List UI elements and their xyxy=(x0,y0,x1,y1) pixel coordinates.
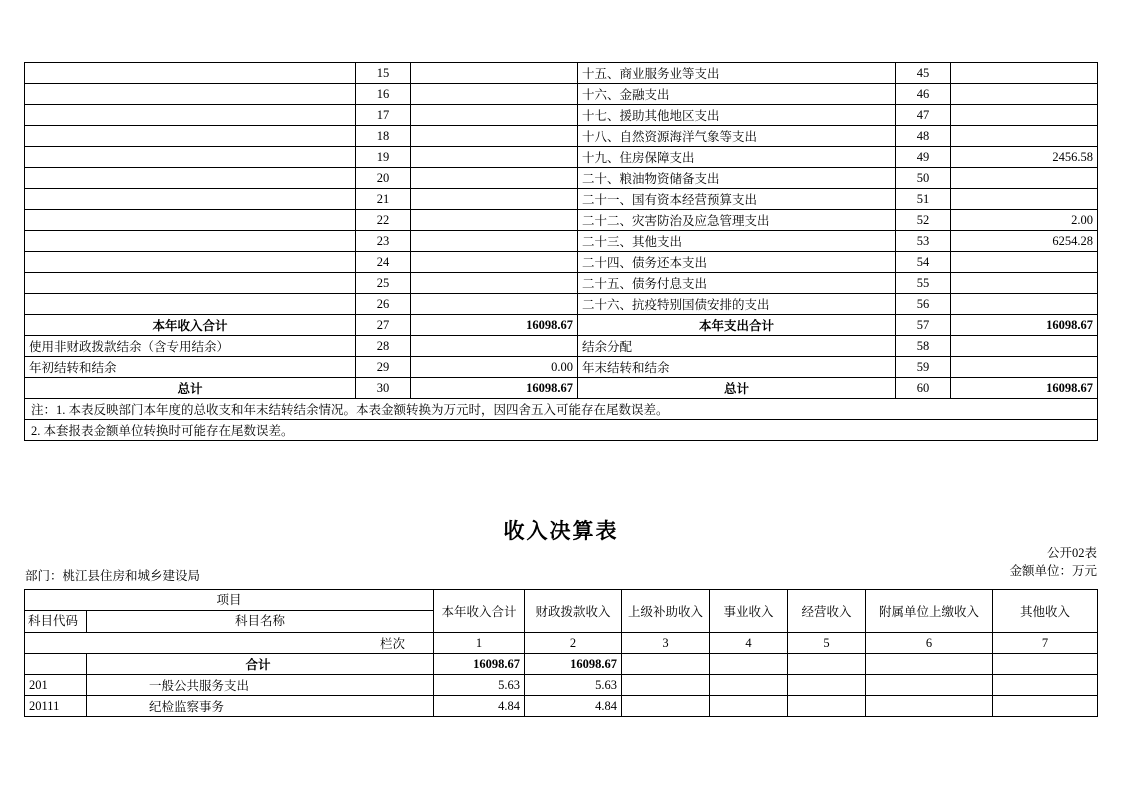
amount-cell: 4.84 xyxy=(434,696,525,717)
right-amount: 2456.58 xyxy=(951,147,1098,168)
right-amount: 2.00 xyxy=(951,210,1098,231)
amount-cell xyxy=(788,654,866,675)
right-item-label: 二十一、国有资本经营预算支出 xyxy=(578,189,896,210)
left-amount xyxy=(411,168,578,189)
amount-cell xyxy=(993,675,1098,696)
table-row xyxy=(25,273,1098,294)
right-item-label: 二十二、灾害防治及应急管理支出 xyxy=(578,210,896,231)
column-header: 本年收入合计 xyxy=(434,590,525,633)
project-header-cell xyxy=(25,590,434,633)
right-row-number: 56 xyxy=(896,294,951,315)
right-row-number: 55 xyxy=(896,273,951,294)
column-header: 经营收入 xyxy=(788,590,866,633)
amount-cell: 5.63 xyxy=(525,675,622,696)
right-row-number: 54 xyxy=(896,252,951,273)
left-amount xyxy=(411,84,578,105)
table-row xyxy=(25,654,1098,675)
right-row-number: 52 xyxy=(896,210,951,231)
right-row-number: 50 xyxy=(896,168,951,189)
right-item-label: 二十、粮油物资储备支出 xyxy=(578,168,896,189)
form-code: 公开02表 xyxy=(1046,546,1097,560)
department-label: 部门：桃江县住房和城乡建设局 xyxy=(25,569,201,583)
left-item-label xyxy=(25,273,356,294)
table-row xyxy=(25,168,1098,189)
left-row-number: 16 xyxy=(356,84,411,105)
right-item-label: 年末结转和结余 xyxy=(578,357,896,378)
left-amount: 0.00 xyxy=(411,357,578,378)
left-item-label: 本年收入合计 xyxy=(25,315,356,336)
right-row-number: 47 xyxy=(896,105,951,126)
amount-cell: 5.63 xyxy=(434,675,525,696)
left-amount xyxy=(411,336,578,357)
right-row-number: 60 xyxy=(896,378,951,399)
subject-code: 20111 xyxy=(25,696,87,717)
amount-cell xyxy=(622,675,710,696)
table-row xyxy=(25,675,1098,696)
left-item-label xyxy=(25,210,356,231)
right-item-label: 二十五、债务付息支出 xyxy=(578,273,896,294)
left-row-number: 23 xyxy=(356,231,411,252)
amount-cell xyxy=(866,696,993,717)
amount-cell xyxy=(993,696,1098,717)
amount-cell: 16098.67 xyxy=(434,654,525,675)
income-sheet-table xyxy=(24,589,1098,717)
code-label: 科目代码 xyxy=(25,611,87,632)
right-item-label: 二十三、其他支出 xyxy=(578,231,896,252)
right-item-label: 本年支出合计 xyxy=(578,315,896,336)
table-header-row xyxy=(25,590,1098,633)
left-row-number: 26 xyxy=(356,294,411,315)
right-row-number: 48 xyxy=(896,126,951,147)
left-item-label xyxy=(25,63,356,84)
right-item-label: 十五、商业服务业等支出 xyxy=(578,63,896,84)
left-amount xyxy=(411,189,578,210)
left-item-label xyxy=(25,105,356,126)
amount-cell xyxy=(622,654,710,675)
income-sheet-title: 收入决算表 xyxy=(503,519,619,543)
subject-code xyxy=(25,654,87,675)
budget-summary-table-continued xyxy=(24,62,1098,441)
left-item-label xyxy=(25,231,356,252)
left-row-number: 20 xyxy=(356,168,411,189)
right-row-number: 58 xyxy=(896,336,951,357)
left-amount xyxy=(411,273,578,294)
right-item-label: 十八、自然资源海洋气象等支出 xyxy=(578,126,896,147)
left-row-number: 18 xyxy=(356,126,411,147)
right-item-label: 二十六、抗疫特别国债安排的支出 xyxy=(578,294,896,315)
right-amount xyxy=(951,105,1098,126)
amount-cell xyxy=(788,696,866,717)
left-item-label xyxy=(25,168,356,189)
right-amount xyxy=(951,357,1098,378)
right-amount xyxy=(951,336,1098,357)
right-item-label: 结余分配 xyxy=(578,336,896,357)
table-row-summary xyxy=(25,336,1098,357)
right-item-label: 十六、金融支出 xyxy=(578,84,896,105)
column-header: 事业收入 xyxy=(710,590,788,633)
right-row-number: 49 xyxy=(896,147,951,168)
right-amount: 16098.67 xyxy=(951,315,1098,336)
column-header: 财政拨款收入 xyxy=(525,590,622,633)
left-amount xyxy=(411,210,578,231)
right-amount xyxy=(951,273,1098,294)
column-number: 5 xyxy=(788,633,866,654)
right-item-label: 十七、援助其他地区支出 xyxy=(578,105,896,126)
left-item-label: 年初结转和结余 xyxy=(25,357,356,378)
left-item-label xyxy=(25,252,356,273)
amount-cell xyxy=(710,654,788,675)
left-item-label xyxy=(25,189,356,210)
right-amount xyxy=(951,84,1098,105)
column-number: 4 xyxy=(710,633,788,654)
column-header: 其他收入 xyxy=(993,590,1098,633)
left-row-number: 27 xyxy=(356,315,411,336)
project-label: 项目 xyxy=(25,590,433,611)
table-row xyxy=(25,696,1098,717)
right-amount xyxy=(951,63,1098,84)
table-row xyxy=(25,189,1098,210)
right-row-number: 45 xyxy=(896,63,951,84)
table-note: 2. 本套报表金额单位转换时可能存在尾数误差。 xyxy=(25,420,1098,441)
table-note-row xyxy=(25,420,1098,441)
left-item-label xyxy=(25,84,356,105)
left-amount xyxy=(411,252,578,273)
table-column-number-row xyxy=(25,633,1098,654)
left-row-number: 28 xyxy=(356,336,411,357)
amount-cell xyxy=(710,696,788,717)
subject-name: 一般公共服务支出 xyxy=(87,675,434,696)
left-amount xyxy=(411,294,578,315)
right-amount xyxy=(951,168,1098,189)
amount-cell xyxy=(866,654,993,675)
left-amount xyxy=(411,105,578,126)
row-index-label: 栏次 xyxy=(25,633,434,654)
right-item-label: 总计 xyxy=(578,378,896,399)
table-row xyxy=(25,105,1098,126)
column-number: 7 xyxy=(993,633,1098,654)
left-amount xyxy=(411,231,578,252)
left-row-number: 29 xyxy=(356,357,411,378)
subject-code: 201 xyxy=(25,675,87,696)
table-row-summary xyxy=(25,315,1098,336)
left-item-label xyxy=(25,294,356,315)
left-item-label: 总计 xyxy=(25,378,356,399)
amount-cell: 16098.67 xyxy=(525,654,622,675)
right-amount xyxy=(951,252,1098,273)
right-amount xyxy=(951,294,1098,315)
subject-name: 纪检监察事务 xyxy=(87,696,434,717)
table-row xyxy=(25,63,1098,84)
table-note: 注：1. 本表反映部门本年度的总收支和年末结转结余情况。本表金额转换为万元时，因四舍五入可能存在尾数误差。 xyxy=(25,399,1098,420)
amount-cell: 4.84 xyxy=(525,696,622,717)
left-row-number: 21 xyxy=(356,189,411,210)
column-header: 上级补助收入 xyxy=(622,590,710,633)
left-row-number: 30 xyxy=(356,378,411,399)
left-item-label xyxy=(25,147,356,168)
table-row xyxy=(25,231,1098,252)
right-amount: 6254.28 xyxy=(951,231,1098,252)
left-amount: 16098.67 xyxy=(411,315,578,336)
left-amount xyxy=(411,126,578,147)
table-row xyxy=(25,126,1098,147)
column-header: 附属单位上缴收入 xyxy=(866,590,993,633)
left-item-label: 使用非财政拨款结余（含专用结余） xyxy=(25,336,356,357)
right-row-number: 59 xyxy=(896,357,951,378)
left-row-number: 19 xyxy=(356,147,411,168)
amount-cell xyxy=(788,675,866,696)
left-row-number: 25 xyxy=(356,273,411,294)
column-number: 3 xyxy=(622,633,710,654)
right-amount xyxy=(951,126,1098,147)
left-row-number: 22 xyxy=(356,210,411,231)
right-row-number: 53 xyxy=(896,231,951,252)
table-row-summary xyxy=(25,357,1098,378)
column-number: 2 xyxy=(525,633,622,654)
left-row-number: 24 xyxy=(356,252,411,273)
table-note-row xyxy=(25,399,1098,420)
left-row-number: 17 xyxy=(356,105,411,126)
amount-cell xyxy=(866,675,993,696)
left-amount xyxy=(411,63,578,84)
amount-cell xyxy=(993,654,1098,675)
right-item-label: 十九、住房保障支出 xyxy=(578,147,896,168)
subject-name: 合计 xyxy=(87,654,434,675)
table-row xyxy=(25,147,1098,168)
table-row xyxy=(25,84,1098,105)
amount-cell xyxy=(622,696,710,717)
table-row xyxy=(25,210,1098,231)
table-row-summary xyxy=(25,378,1098,399)
table-row xyxy=(25,252,1098,273)
left-item-label xyxy=(25,126,356,147)
right-amount: 16098.67 xyxy=(951,378,1098,399)
column-number: 1 xyxy=(434,633,525,654)
amount-cell xyxy=(710,675,788,696)
name-label: 科目名称 xyxy=(235,614,286,628)
column-number: 6 xyxy=(866,633,993,654)
left-row-number: 15 xyxy=(356,63,411,84)
right-row-number: 51 xyxy=(896,189,951,210)
left-amount: 16098.67 xyxy=(411,378,578,399)
right-item-label: 二十四、债务还本支出 xyxy=(578,252,896,273)
right-amount xyxy=(951,189,1098,210)
right-row-number: 46 xyxy=(896,84,951,105)
right-row-number: 57 xyxy=(896,315,951,336)
income-sheet-meta xyxy=(1009,544,1097,580)
left-amount xyxy=(411,147,578,168)
amount-unit: 金额单位：万元 xyxy=(1009,564,1097,578)
table-row xyxy=(25,294,1098,315)
